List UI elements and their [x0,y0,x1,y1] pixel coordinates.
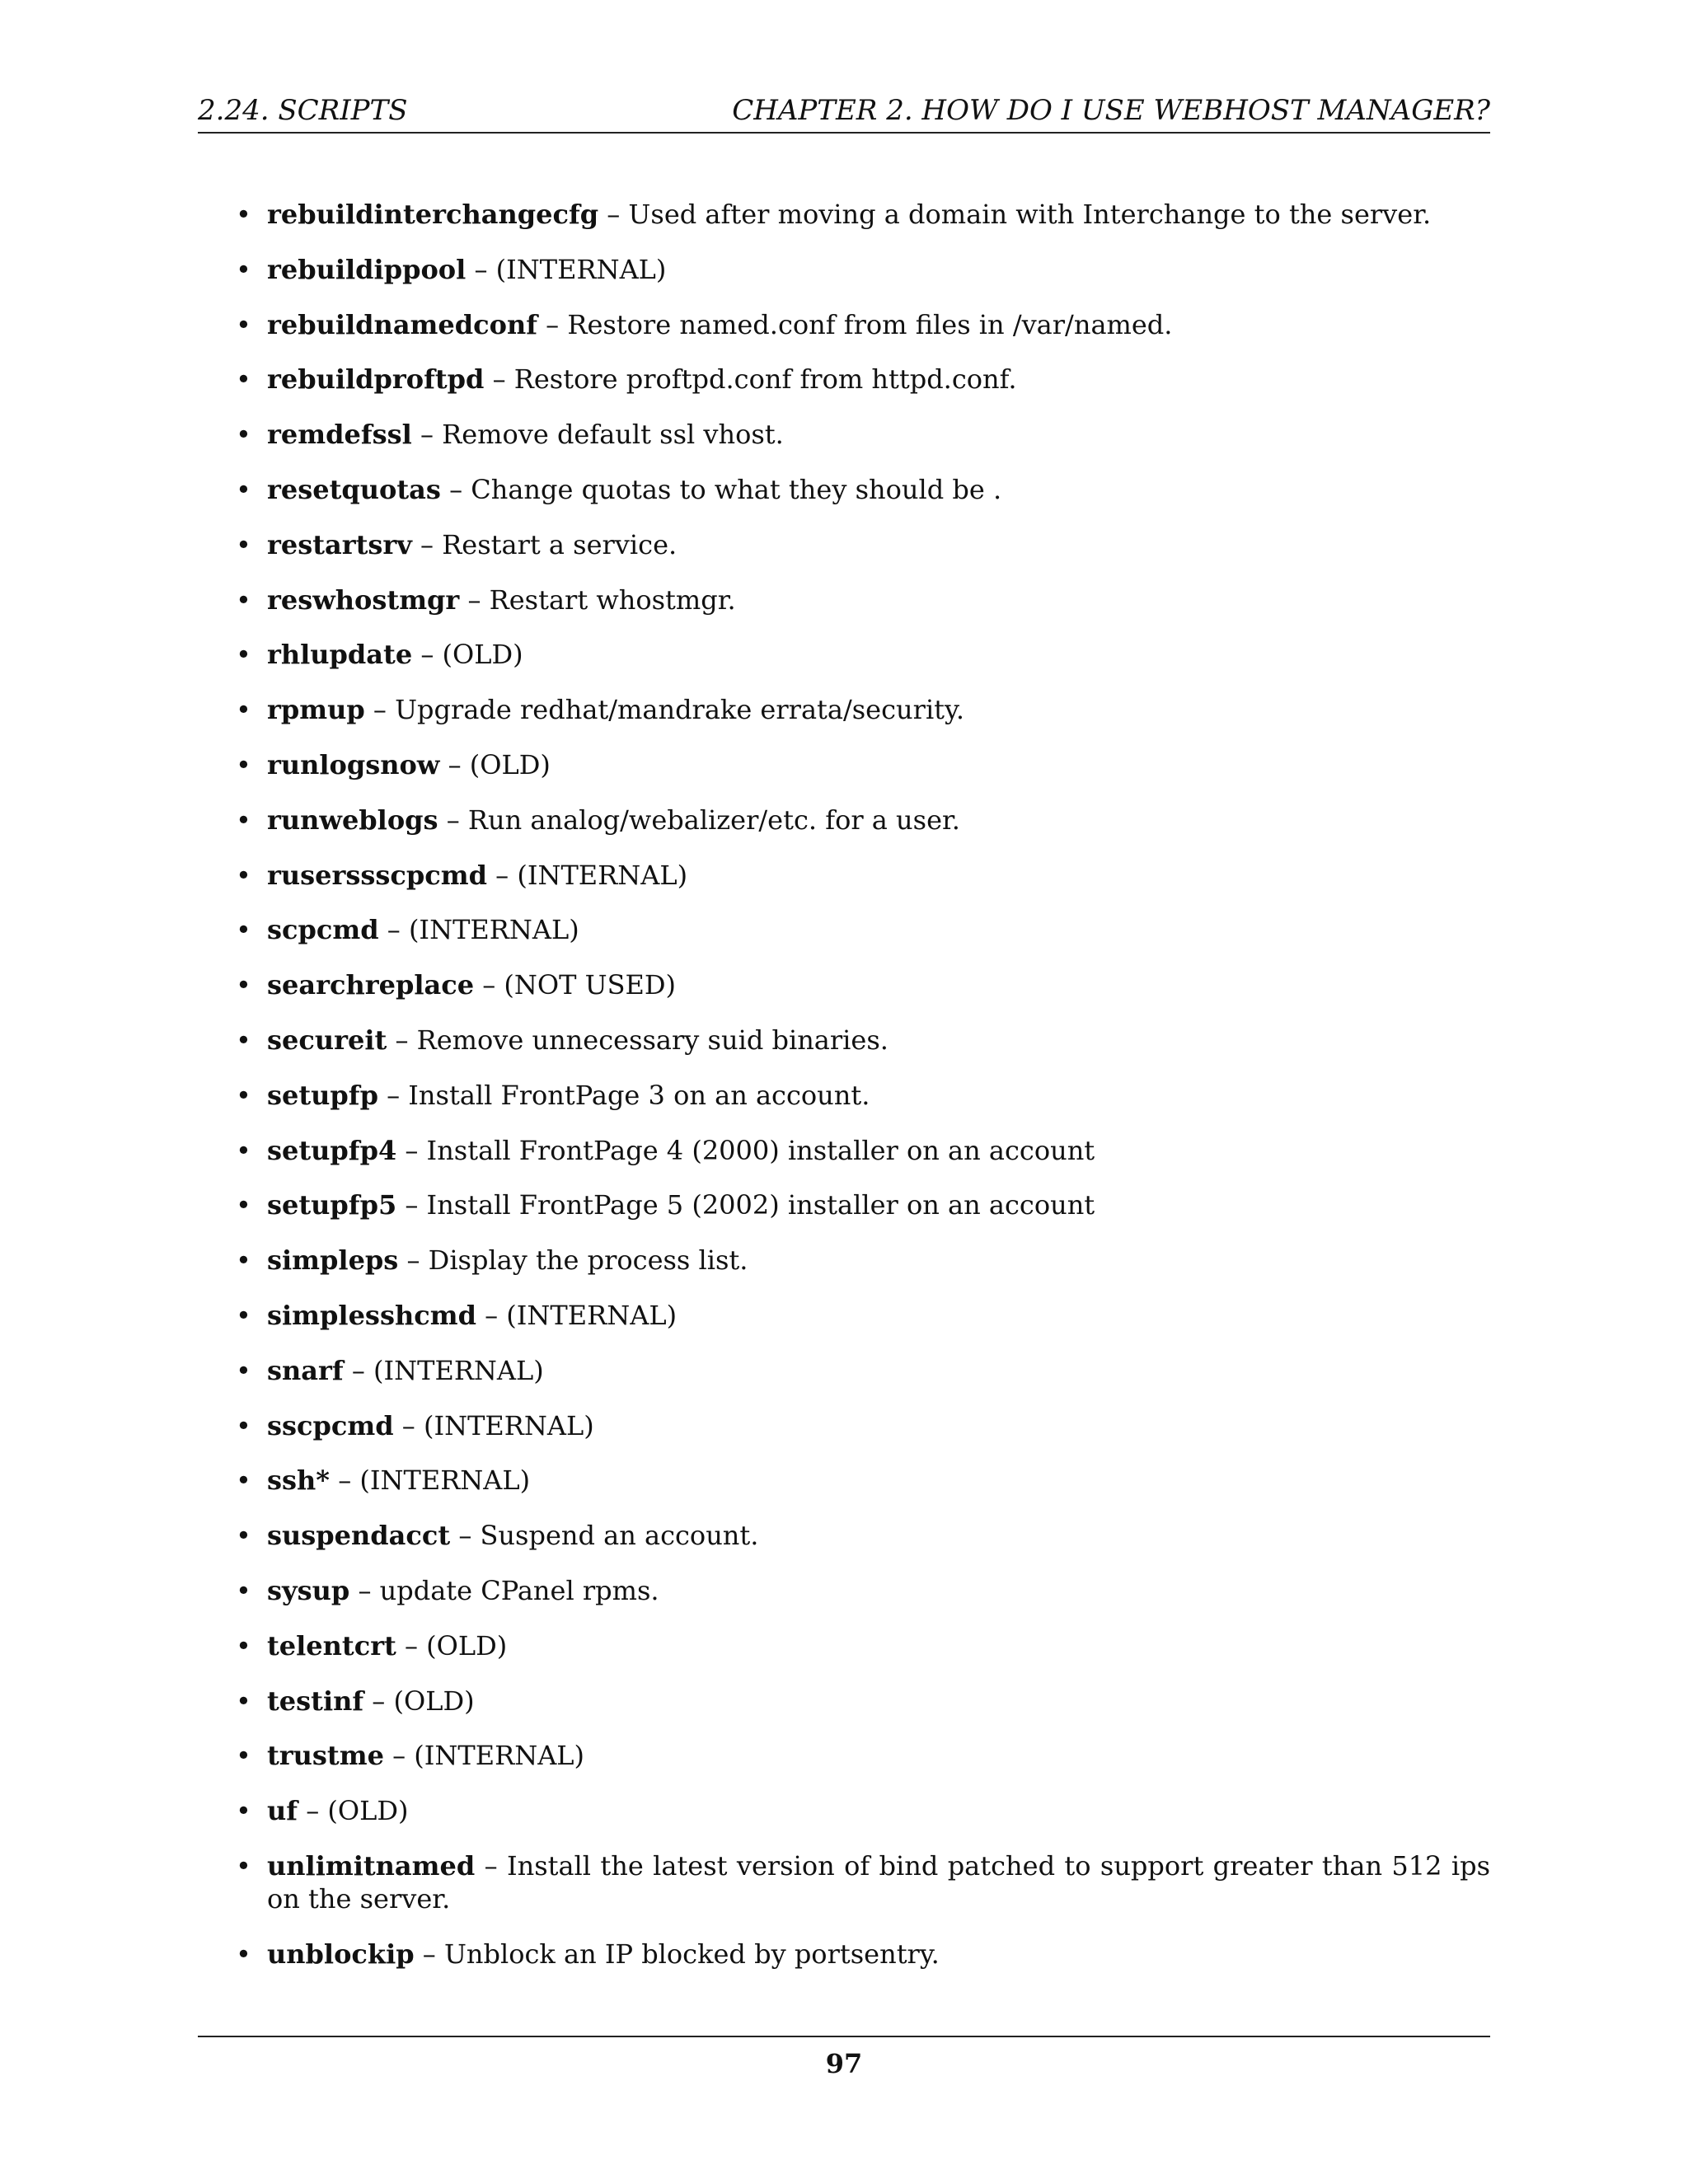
bullet-icon: • [236,1079,251,1111]
script-name: suspendacct [267,1520,451,1552]
script-name: setupfp [267,1079,378,1111]
bullet-icon: • [236,308,251,340]
script-name: rhlupdate [267,639,413,671]
script-name: restartsrv [267,528,412,560]
bullet-icon: • [236,1465,251,1497]
script-description: – (INTERNAL) [330,1465,531,1497]
script-name: unblockip [267,1938,415,1970]
bullet-icon: • [236,859,251,891]
list-item [236,363,1490,396]
list-item [236,1739,1490,1772]
script-description: – Upgrade redhat/mandrake errata/security. [364,694,965,726]
bullet-icon: • [236,419,251,451]
chapter-heading: CHAPTER 2. HOW DO I USE WEBHOST MANAGER? [732,94,1490,127]
bullet-icon: • [236,1520,251,1552]
script-name: runlogsnow [267,748,440,780]
list-item [236,1685,1490,1718]
script-name: secureit [267,1024,387,1056]
running-header [198,92,1490,134]
list-item [236,418,1490,451]
script-description: – Remove default ssl vhost. [411,419,784,451]
script-name: setupfp4 [267,1134,397,1166]
script-description: – Change quotas to what they should be . [440,473,1002,505]
script-description: – Used after moving a domain with Interchange to the server. [598,199,1432,230]
script-name: ruserssscpcmd [267,859,487,891]
bullet-icon: • [236,253,251,285]
script-description: – Restart whostmgr. [459,583,736,616]
footer-rule [198,2036,1490,2037]
bullet-icon: • [236,1795,251,1827]
list-item [236,1244,1490,1277]
script-description: – (INTERNAL) [486,859,688,891]
script-description: – (INTERNAL) [476,1299,678,1331]
list-item [236,1134,1490,1167]
script-description: – Restore named.conf from files in /var/named. [537,308,1173,340]
script-name: resetquotas [267,473,441,505]
list-item [236,1188,1490,1221]
list-item [236,1574,1490,1607]
bullet-icon: • [236,969,251,1001]
script-name: setupfp5 [267,1189,397,1221]
script-description: – (INTERNAL) [383,1740,585,1772]
script-description: – (OLD) [412,639,523,671]
script-name: rpmup [267,694,365,726]
script-name: rebuildproftpd [267,363,485,396]
bullet-icon: • [236,1938,251,1970]
bullet-icon: • [236,639,251,671]
script-description: – Restore proftpd.conf from httpd.conf. [484,363,1017,396]
bullet-icon: • [236,1740,251,1772]
list-item [236,968,1490,1001]
script-description: – (INTERNAL) [393,1409,594,1441]
script-name: sysup [267,1574,350,1606]
bullet-icon: • [236,694,251,726]
bullet-icon: • [236,1629,251,1661]
bullet-icon: • [236,199,251,230]
bullet-icon: • [236,473,251,505]
bullet-icon: • [236,1134,251,1166]
script-description: – Install FrontPage 5 (2002) installer on an account [396,1189,1095,1221]
script-description: – (INTERNAL) [378,914,579,946]
bullet-icon: • [236,363,251,396]
script-description: – Display the process list. [398,1244,748,1277]
script-description: – Install FrontPage 4 (2000) installer on an account [396,1134,1095,1166]
bullet-icon: • [236,1299,251,1331]
list-item [236,1629,1490,1662]
script-description: – (OLD) [298,1795,409,1827]
bullet-icon: • [236,1244,251,1277]
list-item [236,693,1490,726]
list-item [236,638,1490,671]
bullet-icon: • [236,1354,251,1386]
bullet-icon: • [236,583,251,616]
list-item [236,1409,1490,1442]
list-item [236,253,1490,286]
list-item [236,913,1490,946]
script-description: – (NOT USED) [474,969,677,1001]
list-item [236,473,1490,506]
list-item [236,804,1490,837]
bullet-icon: • [236,804,251,836]
script-description: – update CPanel rpms. [349,1574,659,1606]
script-description: – Unblock an IP blocked by portsentry. [414,1938,940,1970]
bullet-icon: • [236,748,251,780]
bullet-icon: • [236,1685,251,1717]
script-name: rebuildippool [267,253,467,285]
script-name: testinf [267,1685,364,1717]
script-name: rebuildnamedconf [267,308,537,340]
script-name: remdefssl [267,419,412,451]
script-name: sscpcmd [267,1409,394,1441]
script-name: unlimitnamed [267,1849,476,1882]
list-item [236,583,1490,616]
list-item [236,1079,1490,1112]
bullet-icon: • [236,1189,251,1221]
script-name: searchreplace [267,969,475,1001]
script-name: trustme [267,1740,384,1772]
list-item [236,198,1490,231]
script-name: rebuildinterchangecfg [267,199,599,230]
bullet-icon: • [236,1574,251,1606]
page-number: 97 [825,2048,863,2079]
script-description: – Run analog/webalizer/etc. for a user. [438,804,960,836]
script-description: – Install FrontPage 3 on an account. [377,1079,870,1111]
script-description: – Install the latest version of bind patched to support greater than 512 ips on the server. [267,1849,1490,1915]
script-list [236,198,1490,1993]
script-description: – Suspend an account. [450,1520,759,1552]
script-name: telentcrt [267,1629,396,1661]
list-item [236,1938,1490,1971]
script-description: – (OLD) [439,748,551,780]
script-name: runweblogs [267,804,438,836]
script-name: snarf [267,1354,344,1386]
list-item [236,1024,1490,1057]
section-heading: 2.24. SCRIPTS [198,94,408,127]
list-item [236,308,1490,341]
script-name: uf [267,1795,298,1827]
script-name: reswhostmgr [267,583,460,616]
bullet-icon: • [236,1849,251,1882]
list-item [236,1354,1490,1387]
list-item [236,528,1490,561]
list-item [236,748,1490,781]
list-item [236,1794,1490,1827]
bullet-icon: • [236,914,251,946]
script-name: scpcmd [267,914,379,946]
bullet-icon: • [236,528,251,560]
script-description: – (OLD) [363,1685,475,1717]
list-item [236,1299,1490,1332]
script-description: – (OLD) [396,1629,508,1661]
script-name: simplesshcmd [267,1299,476,1331]
script-description: – Remove unnecessary suid binaries. [387,1024,889,1056]
script-description: – (INTERNAL) [343,1354,544,1386]
list-item [236,859,1490,892]
script-description: – (INTERNAL) [466,253,667,285]
list-item [236,1849,1490,1915]
list-item [236,1519,1490,1552]
script-description: – Restart a service. [411,528,678,560]
script-name: simpleps [267,1244,399,1277]
bullet-icon: • [236,1409,251,1441]
list-item [236,1464,1490,1497]
script-name: ssh* [267,1465,331,1497]
bullet-icon: • [236,1024,251,1056]
